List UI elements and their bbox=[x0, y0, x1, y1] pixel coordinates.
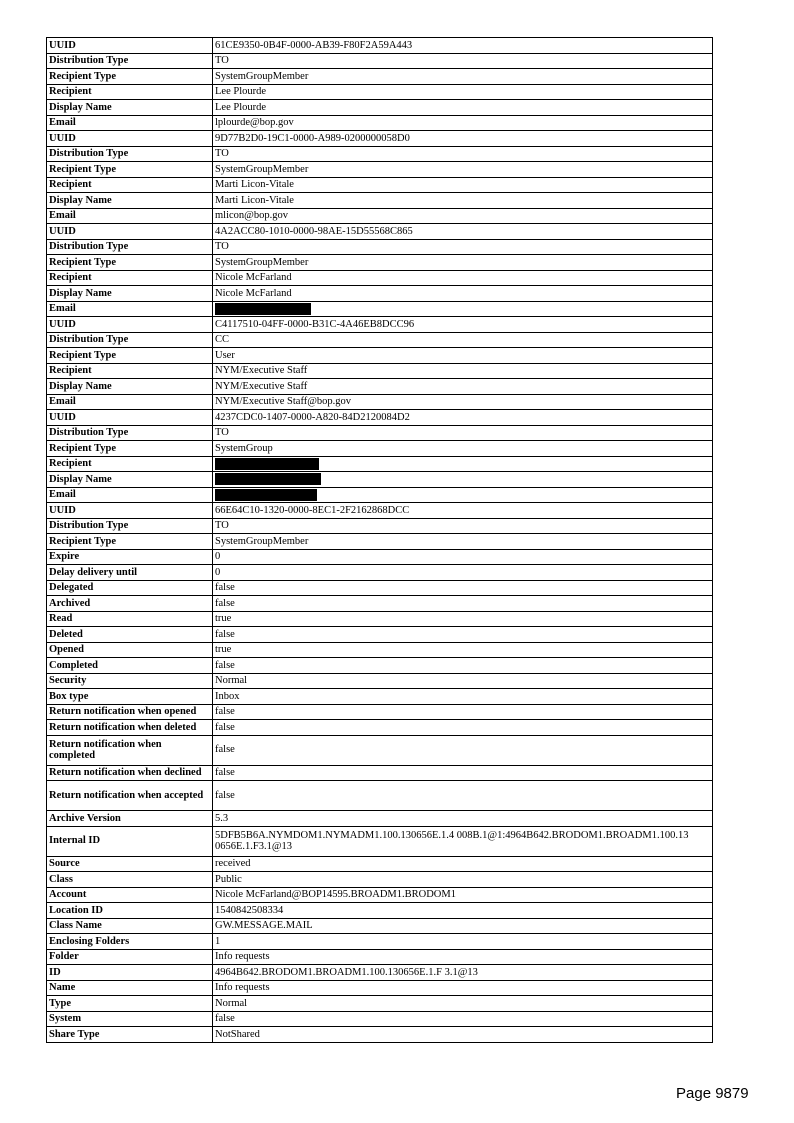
property-key: Archived bbox=[47, 596, 213, 612]
property-value-redacted bbox=[213, 472, 713, 488]
property-key: Distribution Type bbox=[47, 332, 213, 348]
property-value: 5.3 bbox=[213, 811, 713, 827]
property-key: Display Name bbox=[47, 193, 213, 209]
property-row bbox=[47, 146, 713, 162]
property-value: 0 bbox=[213, 549, 713, 565]
property-key: Email bbox=[47, 394, 213, 410]
property-row bbox=[47, 115, 713, 131]
property-row bbox=[47, 781, 713, 811]
property-key: Display Name bbox=[47, 379, 213, 395]
property-key: Distribution Type bbox=[47, 53, 213, 69]
property-value: true bbox=[213, 642, 713, 658]
property-key: Expire bbox=[47, 549, 213, 565]
property-row bbox=[47, 53, 713, 69]
property-key: Recipient bbox=[47, 177, 213, 193]
property-row bbox=[47, 162, 713, 178]
property-row bbox=[47, 704, 713, 720]
property-value: Lee Plourde bbox=[213, 100, 713, 116]
property-value: SystemGroupMember bbox=[213, 162, 713, 178]
property-value: Info requests bbox=[213, 949, 713, 965]
property-key: Email bbox=[47, 487, 213, 503]
property-key: Share Type bbox=[47, 1027, 213, 1043]
property-value: lplourde@bop.gov bbox=[213, 115, 713, 131]
property-value: Inbox bbox=[213, 689, 713, 705]
property-row bbox=[47, 903, 713, 919]
property-row bbox=[47, 980, 713, 996]
property-value: false bbox=[213, 658, 713, 674]
property-key: Recipient Type bbox=[47, 255, 213, 271]
property-row bbox=[47, 332, 713, 348]
property-value: Marti Licon-Vitale bbox=[213, 193, 713, 209]
property-value: Nicole McFarland bbox=[213, 270, 713, 286]
property-row bbox=[47, 627, 713, 643]
property-key: UUID bbox=[47, 317, 213, 333]
property-row bbox=[47, 996, 713, 1012]
property-key: Return notification when opened bbox=[47, 704, 213, 720]
property-value: false bbox=[213, 781, 713, 811]
property-value: 4A2ACC80-1010-0000-98AE-15D55568C865 bbox=[213, 224, 713, 240]
property-value: GW.MESSAGE.MAIL bbox=[213, 918, 713, 934]
property-key: UUID bbox=[47, 410, 213, 426]
property-key: Recipient Type bbox=[47, 534, 213, 550]
property-row bbox=[47, 580, 713, 596]
property-row bbox=[47, 856, 713, 872]
property-value: received bbox=[213, 856, 713, 872]
property-key: Location ID bbox=[47, 903, 213, 919]
property-row bbox=[47, 100, 713, 116]
property-key: UUID bbox=[47, 503, 213, 519]
property-value: SystemGroup bbox=[213, 441, 713, 457]
property-row bbox=[47, 363, 713, 379]
property-key: Return notification when declined bbox=[47, 765, 213, 781]
property-value: false bbox=[213, 735, 713, 765]
property-key: Recipient bbox=[47, 363, 213, 379]
property-row bbox=[47, 38, 713, 54]
property-row bbox=[47, 441, 713, 457]
property-key: UUID bbox=[47, 131, 213, 147]
property-row bbox=[47, 596, 713, 612]
property-row bbox=[47, 394, 713, 410]
property-value: Lee Plourde bbox=[213, 84, 713, 100]
property-value: Nicole McFarland@BOP14595.BROADM1.BRODOM1 bbox=[213, 887, 713, 903]
properties-table bbox=[46, 37, 713, 1043]
property-row bbox=[47, 239, 713, 255]
property-value: SystemGroupMember bbox=[213, 534, 713, 550]
property-value: false bbox=[213, 580, 713, 596]
redaction-bar bbox=[215, 473, 321, 485]
property-key: Account bbox=[47, 887, 213, 903]
property-key: Deleted bbox=[47, 627, 213, 643]
property-key: Recipient Type bbox=[47, 441, 213, 457]
property-value: false bbox=[213, 765, 713, 781]
property-row bbox=[47, 270, 713, 286]
property-row bbox=[47, 224, 713, 240]
property-value: 1540842508334 bbox=[213, 903, 713, 919]
property-key: Delay delivery until bbox=[47, 565, 213, 581]
property-key: Recipient bbox=[47, 456, 213, 472]
property-key: Folder bbox=[47, 949, 213, 965]
property-key: Archive Version bbox=[47, 811, 213, 827]
property-value: NYM/Executive Staff@bop.gov bbox=[213, 394, 713, 410]
property-value: Info requests bbox=[213, 980, 713, 996]
property-row bbox=[47, 949, 713, 965]
property-key: Source bbox=[47, 856, 213, 872]
property-row bbox=[47, 456, 713, 472]
property-value: 61CE9350-0B4F-0000-AB39-F80F2A59A443 bbox=[213, 38, 713, 54]
property-value: NYM/Executive Staff bbox=[213, 363, 713, 379]
property-value: false bbox=[213, 596, 713, 612]
property-row bbox=[47, 286, 713, 302]
property-key: Opened bbox=[47, 642, 213, 658]
property-key: Enclosing Folders bbox=[47, 934, 213, 950]
property-key: Class Name bbox=[47, 918, 213, 934]
property-key: Name bbox=[47, 980, 213, 996]
properties-table-body bbox=[47, 38, 713, 1043]
property-value: 66E64C10-1320-0000-8EC1-2F2162868DCC bbox=[213, 503, 713, 519]
property-value: Marti Licon-Vitale bbox=[213, 177, 713, 193]
page-number: Page 9879 bbox=[676, 1085, 749, 1102]
property-row bbox=[47, 69, 713, 85]
property-row bbox=[47, 934, 713, 950]
property-row bbox=[47, 255, 713, 271]
property-value: Normal bbox=[213, 673, 713, 689]
property-value: C4117510-04FF-0000-B31C-4A46EB8DCC96 bbox=[213, 317, 713, 333]
property-value: TO bbox=[213, 239, 713, 255]
property-value: mlicon@bop.gov bbox=[213, 208, 713, 224]
property-value: 1 bbox=[213, 934, 713, 950]
property-key: Distribution Type bbox=[47, 239, 213, 255]
property-row bbox=[47, 642, 713, 658]
property-value: TO bbox=[213, 425, 713, 441]
property-row bbox=[47, 918, 713, 934]
property-value: true bbox=[213, 611, 713, 627]
property-value: 4964B642.BRODOM1.BROADM1.100.130656E.1.F 3.1@13 bbox=[213, 965, 713, 981]
property-value: SystemGroupMember bbox=[213, 255, 713, 271]
property-value: Normal bbox=[213, 996, 713, 1012]
property-row bbox=[47, 534, 713, 550]
property-key: Recipient Type bbox=[47, 162, 213, 178]
property-value: false bbox=[213, 1011, 713, 1027]
property-key: ID bbox=[47, 965, 213, 981]
property-key: UUID bbox=[47, 38, 213, 54]
property-value: NYM/Executive Staff bbox=[213, 379, 713, 395]
property-key: Display Name bbox=[47, 100, 213, 116]
property-row bbox=[47, 735, 713, 765]
property-row bbox=[47, 887, 713, 903]
property-key: Read bbox=[47, 611, 213, 627]
property-row bbox=[47, 317, 713, 333]
property-value: 4237CDC0-1407-0000-A820-84D2120084D2 bbox=[213, 410, 713, 426]
property-row bbox=[47, 811, 713, 827]
property-key: Internal ID bbox=[47, 826, 213, 856]
property-key: Distribution Type bbox=[47, 518, 213, 534]
property-key: Distribution Type bbox=[47, 146, 213, 162]
property-key: Recipient bbox=[47, 270, 213, 286]
property-row bbox=[47, 765, 713, 781]
property-key: Security bbox=[47, 673, 213, 689]
property-row bbox=[47, 565, 713, 581]
property-value: User bbox=[213, 348, 713, 364]
property-row bbox=[47, 872, 713, 888]
property-key: Completed bbox=[47, 658, 213, 674]
property-row bbox=[47, 965, 713, 981]
property-row bbox=[47, 208, 713, 224]
property-row bbox=[47, 689, 713, 705]
property-key: Type bbox=[47, 996, 213, 1012]
property-value: false bbox=[213, 627, 713, 643]
property-row bbox=[47, 503, 713, 519]
property-key: Recipient Type bbox=[47, 348, 213, 364]
property-value-redacted bbox=[213, 301, 713, 317]
property-row bbox=[47, 673, 713, 689]
property-row bbox=[47, 549, 713, 565]
property-value: 5DFB5B6A.NYMDOM1.NYMADM1.100.130656E.1.4 008B.1@1:4964B642.BRODOM1.BROADM1.100.13 0656E.1.F3.1@13 bbox=[213, 826, 713, 856]
property-row bbox=[47, 720, 713, 736]
property-key: UUID bbox=[47, 224, 213, 240]
property-row bbox=[47, 826, 713, 856]
property-key: Email bbox=[47, 301, 213, 317]
property-key: Recipient Type bbox=[47, 69, 213, 85]
property-key: System bbox=[47, 1011, 213, 1027]
property-key: Distribution Type bbox=[47, 425, 213, 441]
property-row bbox=[47, 518, 713, 534]
property-value: Public bbox=[213, 872, 713, 888]
property-value: false bbox=[213, 704, 713, 720]
property-row bbox=[47, 193, 713, 209]
property-row bbox=[47, 1027, 713, 1043]
property-value: Nicole McFarland bbox=[213, 286, 713, 302]
property-key: Return notification when completed bbox=[47, 735, 213, 765]
property-row bbox=[47, 84, 713, 100]
property-value: 9D77B2D0-19C1-0000-A989-0200000058D0 bbox=[213, 131, 713, 147]
property-value: TO bbox=[213, 518, 713, 534]
property-key: Display Name bbox=[47, 286, 213, 302]
property-row bbox=[47, 425, 713, 441]
redaction-bar bbox=[215, 303, 311, 315]
property-row bbox=[47, 1011, 713, 1027]
property-value-redacted bbox=[213, 456, 713, 472]
property-row bbox=[47, 348, 713, 364]
property-row bbox=[47, 611, 713, 627]
property-row bbox=[47, 472, 713, 488]
property-row bbox=[47, 177, 713, 193]
property-row bbox=[47, 487, 713, 503]
property-key: Box type bbox=[47, 689, 213, 705]
redaction-bar bbox=[215, 489, 317, 501]
property-row bbox=[47, 658, 713, 674]
property-value: TO bbox=[213, 146, 713, 162]
property-row bbox=[47, 410, 713, 426]
property-key: Email bbox=[47, 115, 213, 131]
property-key: Email bbox=[47, 208, 213, 224]
property-key: Recipient bbox=[47, 84, 213, 100]
property-row bbox=[47, 131, 713, 147]
property-key: Return notification when deleted bbox=[47, 720, 213, 736]
property-row bbox=[47, 301, 713, 317]
property-value: 0 bbox=[213, 565, 713, 581]
property-key: Display Name bbox=[47, 472, 213, 488]
property-key: Class bbox=[47, 872, 213, 888]
property-key: Return notification when accepted bbox=[47, 781, 213, 811]
property-row bbox=[47, 379, 713, 395]
property-value: TO bbox=[213, 53, 713, 69]
redaction-bar bbox=[215, 458, 319, 470]
property-value-redacted bbox=[213, 487, 713, 503]
property-key: Delegated bbox=[47, 580, 213, 596]
property-value: SystemGroupMember bbox=[213, 69, 713, 85]
property-value: false bbox=[213, 720, 713, 736]
property-value: NotShared bbox=[213, 1027, 713, 1043]
property-value: CC bbox=[213, 332, 713, 348]
